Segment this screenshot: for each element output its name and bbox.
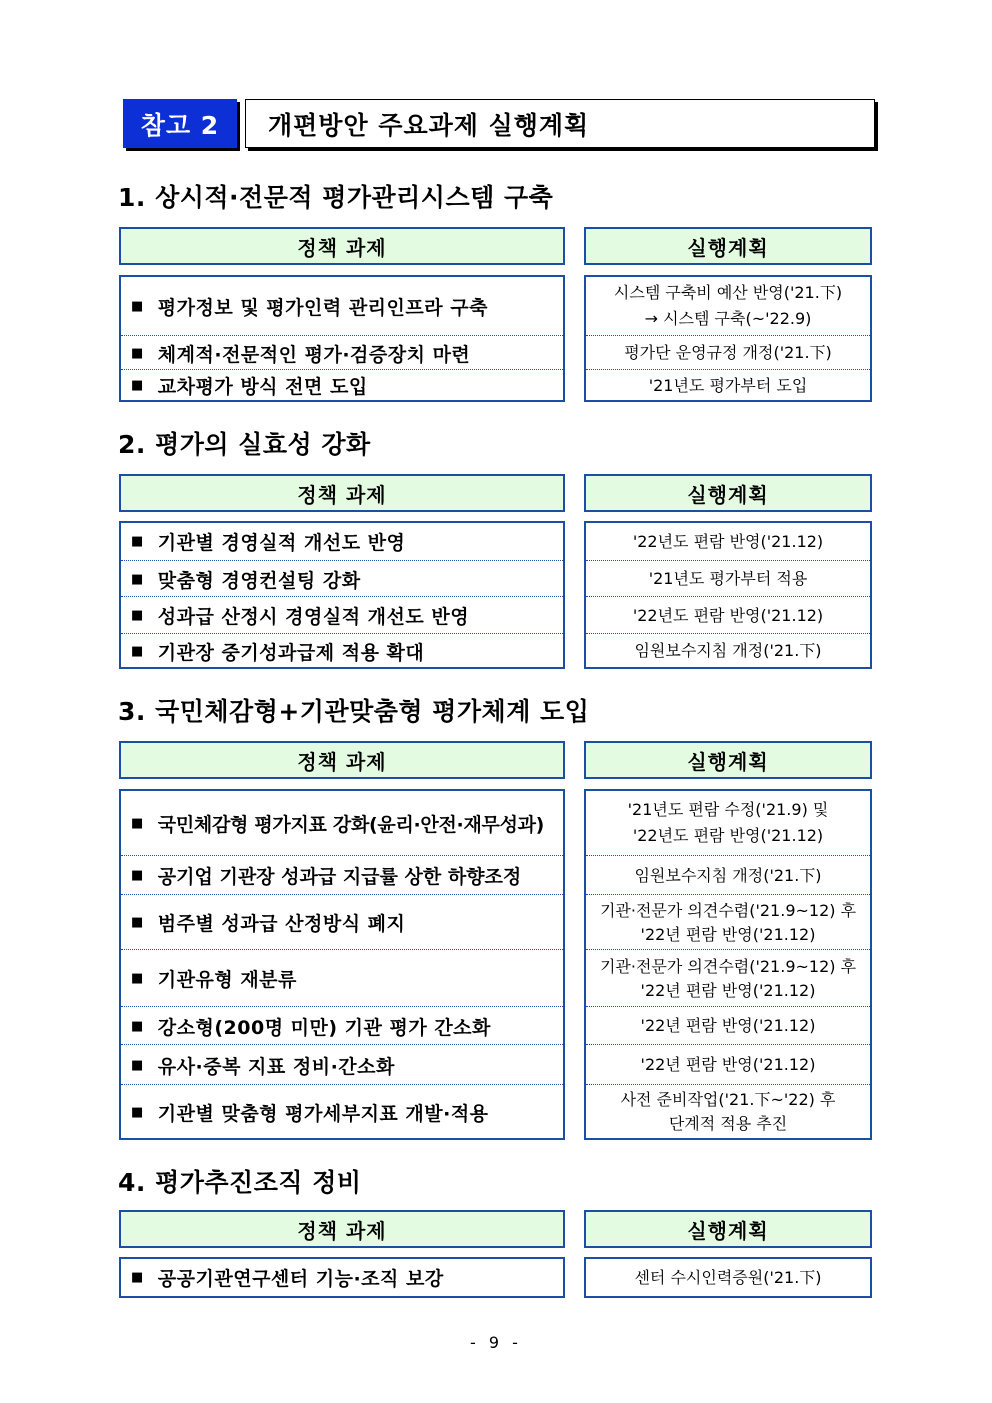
section-2-task-table [119, 521, 565, 669]
square-bullet-icon: ■ [131, 378, 144, 393]
table-row [586, 949, 870, 1007]
reference-badge: 참고 2 [123, 99, 237, 148]
table-row [121, 560, 563, 597]
plan-text: '22년 편람 반영('21.12) [640, 1055, 816, 1074]
task-text: 국민체감형 평가지표 강화(윤리·안전·재무성과) [157, 813, 545, 836]
table-row [121, 855, 563, 895]
task-text: 교차평가 방식 전면 도입 [157, 376, 368, 398]
table-row [586, 1259, 870, 1296]
task-text: 공공기관연구센터 기능·조직 보강 [157, 1268, 444, 1290]
square-bullet-icon: ■ [131, 971, 144, 986]
square-bullet-icon: ■ [131, 534, 144, 549]
square-bullet-icon: ■ [131, 1270, 144, 1285]
square-bullet-icon: ■ [131, 298, 144, 314]
section-1-header-plan: 실행계획 [584, 227, 872, 265]
table-row [121, 277, 563, 335]
table-row [121, 949, 563, 1007]
table-row [121, 1259, 563, 1296]
task-text: 기관별 경영실적 개선도 반영 [157, 532, 406, 554]
section-3-header-task: 정책 과제 [119, 741, 565, 779]
section-2-header-plan: 실행계획 [584, 474, 872, 512]
table-row [586, 1084, 870, 1139]
table-row [121, 1006, 563, 1045]
table-row [586, 560, 870, 597]
table-row [121, 1084, 563, 1139]
plan-text: '22년 편람 반영('21.12) [640, 924, 816, 944]
table-row [586, 1006, 870, 1045]
table-row [586, 335, 870, 370]
square-bullet-icon: ■ [131, 643, 144, 659]
table-row [586, 894, 870, 950]
task-text: 기관장 중기성과급제 적용 확대 [157, 641, 425, 664]
plan-text: '22년 편람 반영('21.12) [640, 980, 816, 1000]
section-1-header-task: 정책 과제 [119, 227, 565, 265]
section-2-title: 2. 평가의 실효성 강화 [118, 430, 371, 459]
plan-text: 시스템 구축비 예산 반영('21.下) [613, 283, 843, 302]
plan-text: 기관·전문가 의견수렴('21.9~12) 후 [599, 900, 857, 920]
task-text: 공기업 기관장 성과급 지급률 상한 하향조정 [157, 866, 522, 888]
square-bullet-icon: ■ [131, 815, 144, 831]
table-row [121, 596, 563, 634]
plan-text: 기관·전문가 의견수렴('21.9~12) 후 [599, 956, 857, 976]
section-3-header-plan: 실행계획 [584, 741, 872, 779]
task-text: 유사·중복 지표 정비·간소화 [157, 1055, 395, 1078]
task-text: 범주별 성과급 산정방식 폐지 [157, 913, 406, 935]
plan-text: 임원보수지침 개정('21.下) [634, 865, 822, 885]
plan-text: '22년도 편람 반영('21.12) [632, 531, 824, 551]
section-4-header-plan: 실행계획 [584, 1210, 872, 1248]
section-2-header-task: 정책 과제 [119, 474, 565, 512]
plan-text: '22년도 편람 반영('21.12) [632, 605, 824, 625]
section-3-title: 3. 국민체감형+기관맞춤형 평가체계 도입 [118, 697, 590, 726]
table-row [586, 277, 870, 335]
plan-text: 센터 수시인력증원('21.下) [634, 1267, 822, 1287]
plan-text: '22년 편람 반영('21.12) [640, 1016, 816, 1035]
section-1-task-table [119, 275, 565, 402]
square-bullet-icon: ■ [131, 345, 144, 361]
table-row [586, 633, 870, 668]
square-bullet-icon: ■ [131, 571, 144, 587]
task-text: 기관유형 재분류 [157, 969, 297, 991]
table-row [121, 523, 563, 560]
section-4-task-table [119, 1257, 565, 1298]
task-text: 강소형(200명 미만) 기관 평가 간소화 [157, 1016, 491, 1039]
table-row [586, 855, 870, 895]
table-row [586, 791, 870, 855]
plan-text: '21년도 편람 수정('21.9) 및 [627, 800, 829, 819]
task-text: 평가정보 및 평가인력 관리인프라 구축 [157, 296, 488, 319]
task-text: 성과급 산정시 경영실적 개선도 반영 [157, 606, 470, 628]
table-row [121, 894, 563, 950]
table-row [121, 369, 563, 401]
section-4-header-task: 정책 과제 [119, 1210, 565, 1248]
section-4-plan-table [584, 1257, 872, 1298]
task-text: 기관별 맞춤형 평가세부지표 개발·적용 [157, 1102, 489, 1125]
square-bullet-icon: ■ [131, 915, 144, 930]
section-3-plan-table [584, 789, 872, 1140]
table-row [586, 523, 870, 560]
page-number: - 9 - [470, 1333, 522, 1352]
plan-text: '21년도 평가부터 적용 [648, 569, 808, 588]
page-title: 개편방안 주요과제 실행계획 [245, 99, 875, 148]
plan-text: → 시스템 구축(~'22.9) [644, 309, 812, 328]
square-bullet-icon: ■ [131, 608, 144, 623]
table-row [586, 596, 870, 634]
table-row [121, 791, 563, 855]
plan-text: '21년도 평가부터 도입 [648, 375, 808, 395]
section-2-plan-table [584, 521, 872, 669]
table-row [586, 1044, 870, 1085]
square-bullet-icon: ■ [131, 1104, 144, 1120]
section-3-task-table [119, 789, 565, 1140]
square-bullet-icon: ■ [131, 1057, 144, 1073]
section-1-title: 1. 상시적·전문적 평가관리시스템 구축 [118, 183, 554, 212]
square-bullet-icon: ■ [131, 868, 144, 883]
square-bullet-icon: ■ [131, 1018, 144, 1034]
section-1-plan-table [584, 275, 872, 402]
table-row [121, 335, 563, 370]
plan-text: 사전 준비작업('21.下~'22) 후 [620, 1090, 836, 1109]
plan-text: '22년도 편람 반영('21.12) [632, 826, 824, 845]
plan-text: 평가단 운영규정 개정('21.下) [624, 343, 832, 362]
task-text: 체계적·전문적인 평가·검증장치 마련 [157, 343, 471, 366]
plan-text: 임원보수지침 개정('21.下) [634, 641, 822, 660]
table-row [121, 633, 563, 668]
table-row [121, 1044, 563, 1085]
table-row [586, 369, 870, 401]
section-4-title: 4. 평가추진조직 정비 [118, 1168, 362, 1197]
task-text: 맞춤형 경영컨설팅 강화 [157, 569, 361, 592]
plan-text: 단계적 적용 추진 [668, 1114, 788, 1133]
